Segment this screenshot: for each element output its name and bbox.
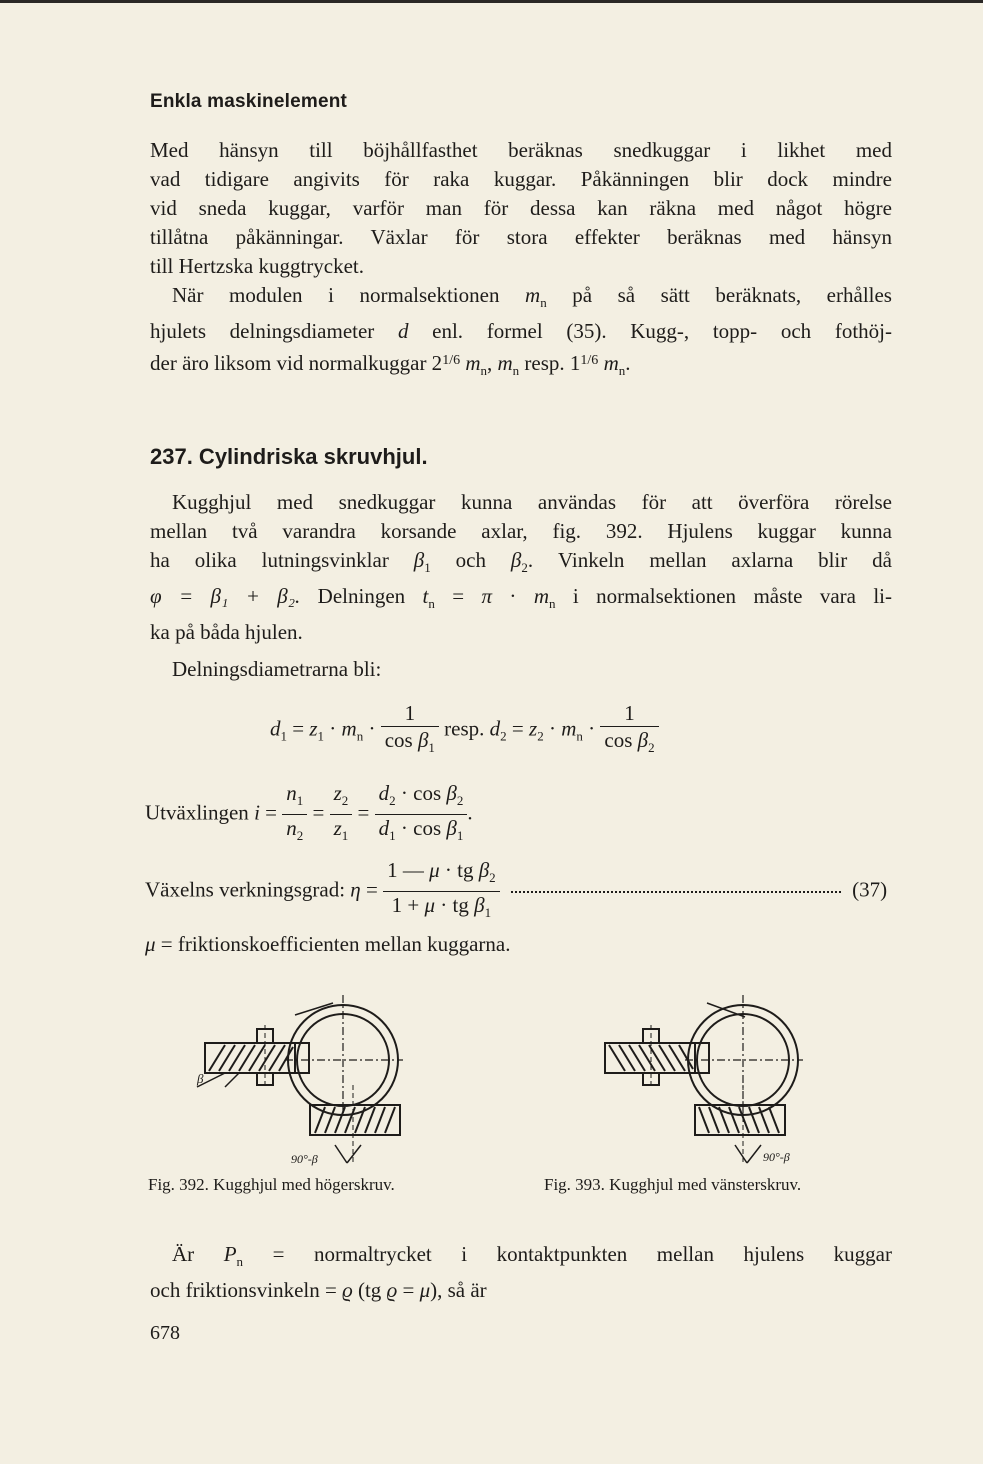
denominator xyxy=(282,815,307,849)
text-run: och xyxy=(430,548,511,572)
dot: · xyxy=(492,584,534,608)
symbol-beta: β xyxy=(637,728,649,752)
diameters-intro xyxy=(150,655,892,684)
symbol-z: z xyxy=(333,816,342,840)
text-line xyxy=(150,317,892,346)
symbol-d: d xyxy=(270,716,281,741)
symbol-mu: μ xyxy=(145,932,156,956)
text-line xyxy=(150,546,892,582)
text-line: vid sneda kuggar, varför man för dessa kan räkna med något högre xyxy=(150,196,892,220)
subscript: n xyxy=(618,363,626,378)
figure-392 xyxy=(195,995,415,1172)
symbol-beta: β xyxy=(474,893,485,917)
cos: cos xyxy=(604,728,638,752)
cos: cos xyxy=(384,728,418,752)
fraction xyxy=(330,780,353,849)
text-run: der äro liksom vid normalkuggar 2 xyxy=(150,351,443,375)
figure-393 xyxy=(595,995,815,1172)
symbol-rho: ϱ xyxy=(342,1278,353,1302)
text-run: och friktionsvinkeln = xyxy=(150,1278,343,1302)
subscript: 1 xyxy=(428,740,435,755)
symbol-z: z xyxy=(333,781,342,805)
text-run: 1 + xyxy=(391,893,425,917)
equals: = xyxy=(360,877,384,902)
text-run: Delningen xyxy=(300,584,423,608)
symbol-n: n xyxy=(286,781,297,805)
fraction xyxy=(381,700,439,761)
symbol-m: m xyxy=(465,351,481,375)
symbol-m: m xyxy=(533,584,549,608)
dot: · xyxy=(439,858,458,882)
text-line xyxy=(150,281,892,317)
text-run: resp. xyxy=(444,716,490,741)
text-line: till Hertzska kuggtrycket. xyxy=(150,254,365,278)
equals: = xyxy=(352,800,375,825)
page-top-rule xyxy=(0,0,983,3)
formula-diameters xyxy=(270,700,659,761)
text-line: ka på båda hjulen. xyxy=(150,620,303,644)
equation-number: (37) xyxy=(852,877,888,902)
numerator: 1 xyxy=(381,700,439,727)
cos: cos xyxy=(413,816,447,840)
subscript: 1 xyxy=(389,828,396,843)
text-run: enl. formel (35). Kugg-, topp- och fothöj- xyxy=(408,319,892,343)
text-line: tillåtna påkänningar. Växlar för stora effekter beräknas med hänsyn xyxy=(150,225,892,249)
angle-label: 90°-β xyxy=(291,1152,318,1166)
symbol-mu: μ xyxy=(424,893,436,917)
symbol-d: d xyxy=(489,716,501,741)
text-run: ha olika lutningsvinklar xyxy=(150,548,414,572)
symbol-beta: β xyxy=(413,548,425,572)
denominator xyxy=(375,815,468,849)
symbol-m: m xyxy=(561,716,577,741)
formula-ratio: Utväxlingen i = $\frac{n_1}{n_2}$ = $\frac{z_2}{z_1}$ = $\frac{d_2 \cdot \cos \beta_2}{d_1 \cdot \cos \beta_1}$ . xyxy=(145,780,473,849)
equals: = xyxy=(307,800,330,825)
equals: = xyxy=(287,716,310,741)
subscript: n xyxy=(236,1254,244,1269)
subscript: 1 xyxy=(424,560,431,575)
text-line: Delningsdiametrarna bli: xyxy=(172,657,382,681)
subscript: 2 xyxy=(648,740,655,755)
fraction xyxy=(375,780,468,849)
tg: tg xyxy=(452,893,475,917)
text-line: mellan två varandra korsande axlar, fig. 392. Hjulens kuggar kunna xyxy=(150,519,892,543)
fraction xyxy=(600,700,658,761)
text-run: (tg xyxy=(352,1278,387,1302)
fraction: 1/6 xyxy=(580,353,599,368)
text-run: 1 — xyxy=(387,858,430,882)
section-paragraph xyxy=(150,488,892,647)
symbol-t: t xyxy=(422,584,429,608)
subscript: 2 xyxy=(296,828,304,843)
symbol-mu: μ xyxy=(429,858,440,882)
mu-definition xyxy=(145,932,510,957)
equals: = xyxy=(259,800,283,825)
subscript: n xyxy=(480,363,487,378)
numerator xyxy=(282,780,307,815)
numerator xyxy=(383,857,500,892)
denominator xyxy=(600,727,658,761)
subscript: n xyxy=(512,363,520,378)
dot: · xyxy=(324,716,342,741)
label: Växelns verkningsgrad: xyxy=(145,877,351,902)
subscript: n xyxy=(356,728,364,744)
numerator: 1 xyxy=(600,700,658,727)
dot: · xyxy=(395,816,414,840)
text-run: på så sätt beräknats, erhålles xyxy=(546,283,892,307)
fraction xyxy=(282,780,307,849)
dot: · xyxy=(435,893,453,917)
symbol-n: n xyxy=(286,816,297,840)
label: Utväxlingen xyxy=(145,800,255,825)
denominator xyxy=(381,727,439,761)
page-number: 678 xyxy=(150,1322,180,1344)
numerator xyxy=(330,780,353,815)
subscript: 1 xyxy=(456,828,464,843)
gear-drawing-right-hand xyxy=(195,995,415,1167)
formula-phi: φ = β₁ + β₂. xyxy=(150,584,301,608)
text-run: i normalsektionen måste vara li- xyxy=(555,584,892,608)
text-line: Med hänsyn till böjhållfasthet beräknas snedkuggar i likhet med xyxy=(150,138,892,162)
text-run: ), så är xyxy=(430,1278,487,1302)
fraction xyxy=(383,857,500,926)
dot: · xyxy=(582,716,601,741)
subscript: n xyxy=(548,596,556,611)
symbol-d: d xyxy=(378,816,390,840)
subscript: n xyxy=(540,295,547,310)
formula-efficiency xyxy=(145,857,887,926)
text-run: = normaltrycket i kontaktpunkten mellan hjulens kuggar xyxy=(243,1242,892,1266)
beta-label: β xyxy=(197,1071,204,1086)
equals: = xyxy=(434,584,482,608)
cos: cos xyxy=(413,781,447,805)
subscript: 2 xyxy=(489,870,496,885)
text-run: = friktionskoefficienten mellan kuggarna. xyxy=(155,932,511,956)
closing-paragraph xyxy=(150,1240,892,1305)
symbol-beta: β xyxy=(446,781,457,805)
symbol-z: z xyxy=(529,716,538,741)
dot-leader xyxy=(511,891,841,893)
numerator xyxy=(375,780,468,815)
subscript: 1 xyxy=(280,728,287,744)
text-line: der äro liksom vid normalkuggar $2^{1/6}$ $m_n$, $m_n$ resp. $1^{1/6}$ $m_n$. xyxy=(150,351,631,378)
subscript: 2 xyxy=(521,560,528,575)
subscript: 2 xyxy=(389,793,396,808)
dot: · xyxy=(363,716,381,741)
text-line: vad tidigare angivits för raka kuggar. Påkänningen blir dock mindre xyxy=(150,167,892,191)
subscript: 2 xyxy=(341,793,349,808)
tg: tg xyxy=(457,858,479,882)
text-run: . Vinkeln mellan axlarna blir då xyxy=(527,548,892,572)
symbol-d: d xyxy=(378,781,390,805)
equals: = xyxy=(506,716,530,741)
intro-paragraph-1 xyxy=(150,136,892,281)
symbol-rho: ϱ xyxy=(386,1278,398,1302)
angle-label: 90°-β xyxy=(763,1150,790,1164)
symbol-beta: β xyxy=(446,816,457,840)
subscript: 2 xyxy=(500,728,507,744)
running-head: Enkla maskinelement xyxy=(150,91,348,112)
symbol-m: m xyxy=(497,351,513,375)
symbol-P: P xyxy=(223,1242,237,1266)
subscript: 2 xyxy=(537,728,544,744)
text-run: = xyxy=(397,1278,420,1302)
subscript: 1 xyxy=(484,905,492,920)
symbol-z: z xyxy=(309,716,318,741)
text-line xyxy=(150,582,892,618)
symbol-beta: β xyxy=(478,858,490,882)
text-line xyxy=(150,1276,892,1305)
symbol-m: m xyxy=(603,351,619,375)
text-run: Är xyxy=(172,1242,224,1266)
symbol-m: m xyxy=(525,283,541,307)
text-line: Kugghjul med snedkuggar kunna användas för att överföra rörelse xyxy=(172,490,892,514)
text-line xyxy=(150,1240,892,1276)
fraction: 1/6 xyxy=(442,353,461,368)
subscript: 1 xyxy=(317,728,325,744)
gear-drawing-left-hand xyxy=(595,995,815,1167)
text-run: När modulen i normalsektionen xyxy=(172,283,526,307)
symbol-mu: μ xyxy=(419,1278,431,1302)
denominator xyxy=(383,892,500,926)
subscript: 2 xyxy=(456,793,464,808)
symbol-beta: β xyxy=(510,548,522,572)
subscript: n xyxy=(576,728,583,744)
symbol-beta: β xyxy=(417,728,429,752)
intro-paragraph-2 xyxy=(150,281,892,385)
dot: · xyxy=(543,716,562,741)
subscript: 1 xyxy=(296,793,304,808)
text-run: resp. 1 xyxy=(519,351,581,375)
symbol-d: d xyxy=(397,319,409,343)
symbol-i: i xyxy=(254,800,260,825)
figure-393-caption: Fig. 393. Kugghjul med vänsterskruv. xyxy=(544,1175,802,1194)
subscript: n xyxy=(428,596,435,611)
section-title: 237. Cylindriska skruvhjul. xyxy=(150,444,428,469)
subscript: 1 xyxy=(341,828,349,843)
figure-392-caption: Fig. 392. Kugghjul med högerskruv. xyxy=(148,1175,395,1194)
symbol-m: m xyxy=(341,716,357,741)
symbol-pi: π xyxy=(481,584,493,608)
text-run: hjulets delningsdiameter xyxy=(150,319,398,343)
symbol-eta: η xyxy=(350,877,361,902)
dot: · xyxy=(395,781,414,805)
denominator xyxy=(330,815,353,849)
